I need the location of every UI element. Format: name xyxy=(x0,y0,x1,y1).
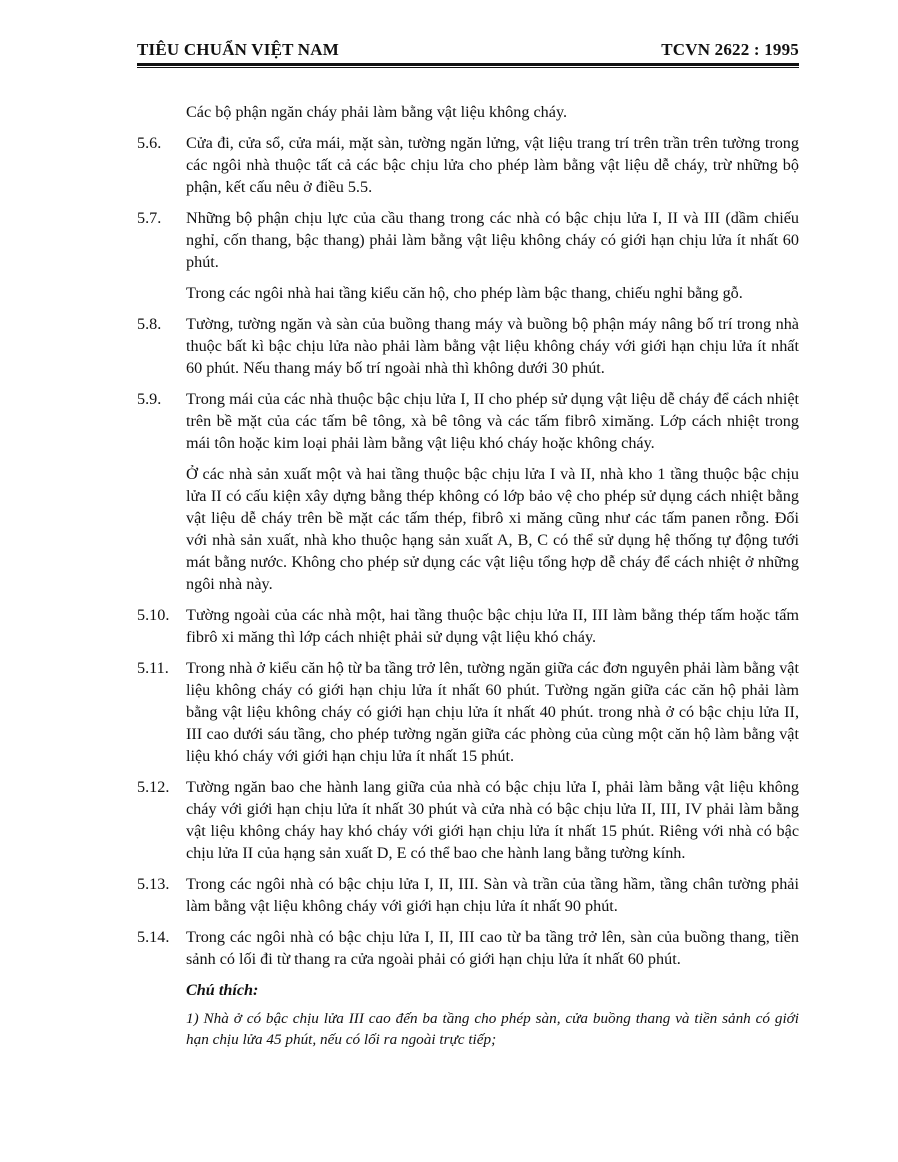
clause-5-11 xyxy=(137,657,799,767)
header-standard-title: TIÊU CHUẨN VIỆT NAM xyxy=(137,40,340,59)
header-standard-code: TCVN 2622 : 1995 xyxy=(661,40,799,59)
clause-text: Những bộ phận chịu lực của cầu thang trong các nhà có bậc chịu lửa I, II và III (dầm chiếu nghỉ, cốn thang, bậc thang) phải làm bằng vật liệu không cháy có giới hạn chịu lửa ít nhất 60 phút. xyxy=(186,209,799,271)
header-rule-thin xyxy=(137,67,799,68)
clause-5-6 xyxy=(137,132,799,198)
clause-number: 5.11. xyxy=(137,659,169,677)
clause-text: Trong các ngôi nhà có bậc chịu lửa I, II, III cao từ ba tầng trở lên, sàn của buồng thang, tiền sảnh có lối đi từ thang ra cửa ngoài phải có giới hạn chịu lửa ít nhất 60 phút. xyxy=(186,928,799,968)
clause-5-14 xyxy=(137,926,799,970)
clause-5-12 xyxy=(137,776,799,864)
note-text: 1) Nhà ở có bậc chịu lửa III cao đến ba tầng cho phép sàn, cửa buồng thang và tiền sảnh có giới hạn chịu lửa 45 phút, nếu có lối ra ngoài trực tiếp; xyxy=(186,1010,799,1048)
intro-paragraph: Các bộ phận ngăn cháy phải làm bằng vật liệu không cháy. xyxy=(186,103,568,121)
clause-text: Tường ngoài của các nhà một, hai tầng thuộc bậc chịu lửa II, III làm bằng thép tấm hoặc tấm fibrô xi măng thì lớp cách nhiệt phải sử dụng vật liệu khó cháy. xyxy=(186,606,799,646)
clause-5-7-extra: Trong các ngôi nhà hai tầng kiểu căn hộ, cho phép làm bậc thang, chiếu nghỉ bằng gỗ. xyxy=(186,284,743,302)
clause-5-10 xyxy=(137,604,799,648)
clause-number: 5.6. xyxy=(137,134,162,152)
clause-number: 5.13. xyxy=(137,875,170,893)
clause-text: Trong mái của các nhà thuộc bậc chịu lửa I, II cho phép sử dụng vật liệu dễ cháy để cách nhiệt trên bề mặt của các tấm bê tông, xà bê tông và các tấm fibrô ximăng. Lớp cách nhiệt trong mái tôn hoặc kim loại phải làm bằng vật liệu khó cháy hoặc không cháy. xyxy=(186,390,799,452)
document-body xyxy=(137,101,799,1050)
clause-number: 5.8. xyxy=(137,315,162,333)
clause-text: Trong các ngôi nhà có bậc chịu lửa I, II, III. Sàn và trần của tầng hầm, tầng chân tường phải làm bằng vật liệu không cháy với giới hạn chịu lửa ít nhất 90 phút. xyxy=(186,875,799,915)
clause-5-9 xyxy=(137,388,799,454)
clause-number: 5.9. xyxy=(137,390,162,408)
clause-text: Cửa đi, cửa sổ, cửa mái, mặt sàn, tường ngăn lửng, vật liệu trang trí trên trần trên tường trong các ngôi nhà thuộc tất cả các bậc chịu lửa cho phép làm bằng vật liệu dễ cháy, trừ những bộ phận, kết cấu nêu ở điều 5.5. xyxy=(186,134,799,196)
clause-5-9-extra: Ở các nhà sản xuất một và hai tầng thuộc bậc chịu lửa I và II, nhà kho 1 tầng thuộc bậc chịu lửa II có cấu kiện xây dựng bằng thép không có lớp bảo vệ cho phép sử dụng cách nhiệt bằng vật liệu dễ cháy trên bề mặt các tấm thép, fibrô xi măng cũng như các tấm panen rỗng. Đối với nhà sản xuất, nhà kho thuộc hạng sản xuất A, B, C có thể sử dụng hệ thống tự động tưới mát bằng nước. Không cho phép sử dụng các vật liệu tổng hợp dễ cháy để cách nhiệt ở những ngôi nhà này. xyxy=(186,465,799,593)
clause-text: Tường, tường ngăn và sàn của buồng thang máy và buồng bộ phận máy nâng bố trí trong nhà thuộc bất kì bậc chịu lửa nào phải làm bằng vật liệu không cháy với giới hạn chịu lửa ít nhất 60 phút. Nếu thang máy bố trí ngoài nhà thì không dưới 30 phút. xyxy=(186,315,799,377)
page-header xyxy=(137,40,799,60)
clause-number: 5.14. xyxy=(137,928,170,946)
clause-5-13 xyxy=(137,873,799,917)
clause-text: Tường ngăn bao che hành lang giữa của nhà có bậc chịu lửa I, phải làm bằng vật liệu không cháy với giới hạn chịu lửa ít nhất 30 phút và cửa nhà có bậc chịu lửa II, III, IV phải làm bằng vật liệu không cháy hay khó cháy với giới hạn chịu lửa ít nhất 15 phút. Riêng với nhà có bậc chịu lửa II của hạng sản xuất D, E có thể bao che hành lang bằng tường kính. xyxy=(186,778,799,862)
clause-5-8 xyxy=(137,313,799,379)
clause-5-7 xyxy=(137,207,799,273)
header-rule xyxy=(137,63,799,66)
note-title: Chú thích: xyxy=(186,981,259,999)
clause-number: 5.7. xyxy=(137,209,162,227)
clause-text: Trong nhà ở kiểu căn hộ từ ba tầng trở lên, tường ngăn giữa các đơn nguyên phải làm bằng vật liệu không cháy có giới hạn chịu lửa ít nhất 60 phút. Tường ngăn giữa các căn hộ phải làm bằng vật liệu không cháy có giới hạn chịu lửa ít nhất 40 phút. trong nhà ở có bậc chịu lửa II, III cao dưới sáu tầng, cho phép tường ngăn giữa các phòng của cùng một căn hộ làm bằng vật liệu khó cháy với giới hạn chịu lửa ít nhất 15 phút. xyxy=(186,659,799,765)
clause-number: 5.10. xyxy=(137,606,170,624)
clause-number: 5.12. xyxy=(137,778,170,796)
